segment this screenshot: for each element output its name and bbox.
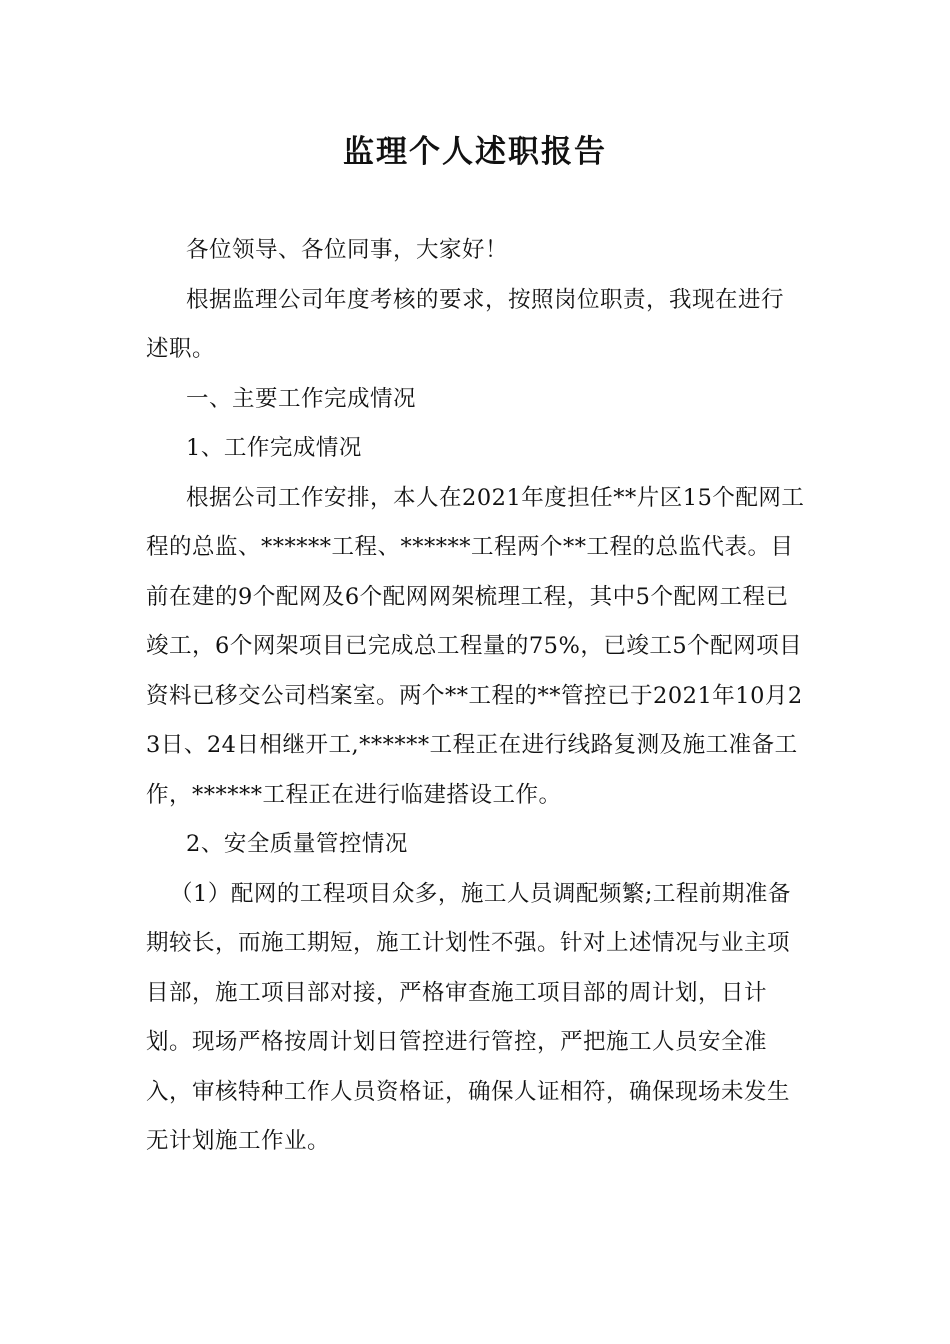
greeting-paragraph: 各位领导、各位同事，大家好！	[186, 237, 509, 263]
intro-paragraph: 根据监理公司年度考核的要求，按照岗位职责，我现在进行述职。	[146, 286, 785, 362]
subsection-heading-safety: 2、安全质量管控情况	[186, 831, 408, 857]
document-title: 监理个人述职报告	[343, 134, 607, 170]
document-body	[146, 226, 806, 1167]
subsection-heading-work: 1、工作完成情况	[186, 435, 362, 461]
section-heading: 一、主要工作完成情况	[186, 385, 417, 412]
work-completion-paragraph: 根据公司工作安排，本人在2021年度担任**片区15个配网工程的总监、******工程、******工程两个**工程的总监代表。目前在建的9个配网及6个配网网架梳理工程，其中5个配网工程已竣工，6个网架项目已完成总工程量的75%，已竣工5个配网项目资料已移交公司档案室。两个**工程的**管控已于2021年10月23日、24日相继开工,******工程正在进行线路复测及施工准备工作，******工程正在进行临建搭设工作。	[146, 484, 805, 808]
safety-paragraph: （1）配网的工程项目众多，施工人员调配频繁;工程前期准备期较长，而施工期短，施工计划性不强。针对上述情况与业主项目部，施工项目部对接，严格审查施工项目部的周计划，日计划。现场严格按周计划日管控进行管控，严把施工人员安全准入，审核特种工作人员资格证，确保人证相符，确保现场未发生无计划施工作业。	[146, 880, 791, 1154]
